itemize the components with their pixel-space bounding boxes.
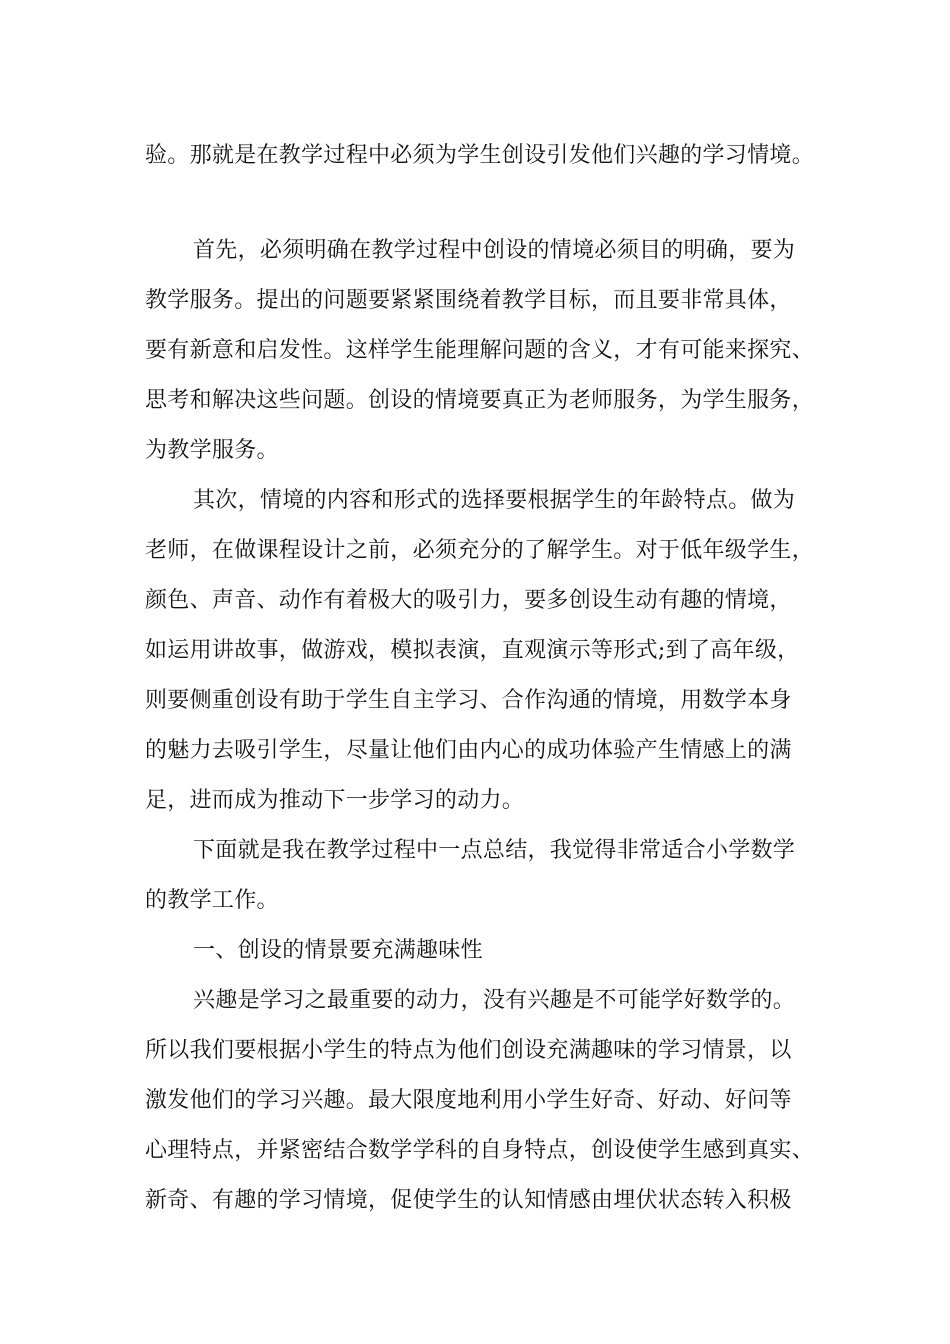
text-line: 新奇、有趣的学习情境，促使学生的认知情感由埋伏状态转入积极: [145, 1188, 792, 1213]
text-line: 所以我们要根据小学生的特点为他们创设充满趣味的学习情景，以: [145, 1038, 792, 1063]
paragraph-first-line: 首先，必须明确在教学过程中创设的情境必须目的明确，要为: [193, 238, 796, 263]
text-line: 为教学服务。: [145, 438, 279, 463]
text-line: 颜色、声音、动作有着极大的吸引力，要多创设生动有趣的情境，: [145, 588, 792, 613]
text-line: 足，进而成为推动下一步学习的动力。: [145, 788, 525, 813]
text-line: 则要侧重创设有助于学生自主学习、合作沟通的情境，用数学本身: [145, 688, 792, 713]
paragraph-first-line: 兴趣是学习之最重要的动力，没有兴趣是不可能学好数学的。: [193, 988, 796, 1013]
text-line: 的教学工作。: [145, 888, 279, 913]
text-line: 要有新意和启发性。这样学生能理解问题的含义，才有可能来探究、: [145, 338, 815, 363]
text-line: 如运用讲故事，做游戏，模拟表演，直观演示等形式;到了高年级，: [145, 638, 800, 663]
text-line: 的魅力去吸引学生，尽量让他们由内心的成功体验产生情感上的满: [145, 738, 792, 763]
text-line: 思考和解决这些问题。创设的情境要真正为老师服务，为学生服务，: [145, 388, 815, 413]
text-line: 激发他们的学习兴趣。最大限度地利用小学生好奇、好动、好问等: [145, 1088, 792, 1113]
text-line: 教学服务。提出的问题要紧紧围绕着教学目标，而且要非常具体，: [145, 288, 792, 313]
text-line: 老师，在做课程设计之前，必须充分的了解学生。对于低年级学生，: [145, 538, 815, 563]
paragraph-first-line: 下面就是我在教学过程中一点总结，我觉得非常适合小学数学: [193, 838, 796, 863]
section-heading: 一、创设的情景要充满趣味性: [193, 938, 483, 963]
text-line: 心理特点，并紧密结合数学学科的自身特点，创设使学生感到真实、: [145, 1138, 815, 1163]
text-line: 验。那就是在教学过程中必须为学生创设引发他们兴趣的学习情境。: [145, 143, 815, 168]
paragraph-first-line: 其次，情境的内容和形式的选择要根据学生的年龄特点。做为: [193, 488, 796, 513]
